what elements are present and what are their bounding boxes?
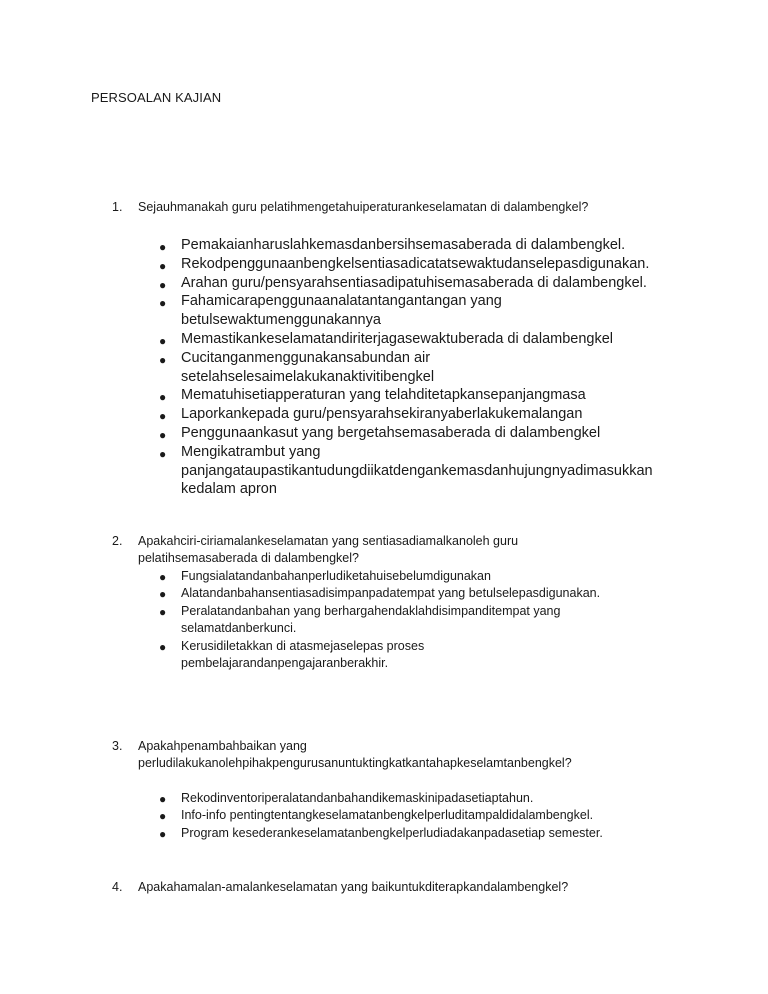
bullet-icon: ● [159,352,167,367]
list-item: ● Arahan guru/pensyarahsentiasadipatuhisemasaberada di dalambengkel. [181,274,701,293]
list-item: ● Penggunaankasut yang bergetahsemasaberada di dalambengkel [181,424,701,443]
question-4 [112,879,698,896]
question-text: Apakahciri-ciriamalankeselamatan yang sentiasadiamalkanoleh guru pelatihsemasaberada di dalambengkel? [138,534,519,565]
bullet-icon: ● [159,639,167,654]
question-1 [112,199,698,216]
question-text: Apakahamalan-amalankeselamatan yang baikuntukditerapkandalambengkel? [138,880,569,894]
question-2 [112,533,588,567]
question-3-answers [159,790,701,842]
page-title: PERSOALAN KAJIAN [91,90,222,105]
question-text: Apakahpenambahbaikan yang perludilakukanolehpihakpengurusanuntuktingkatkantahapkeselamtanbengkel? [138,739,572,770]
bullet-icon: ● [159,826,167,841]
bullet-icon: ● [159,258,167,273]
bullet-icon: ● [159,296,167,311]
list-item: ● Fungsialatandanbahanperludiketahuisebelumdigunakan [181,568,681,585]
list-item: ● Info-info pentingtentangkeselamatanbengkelperluditampaldidalambengkel. [181,807,701,824]
list-item: ● Rekodinventoriperalatandanbahandikemaskinipadasetiaptahun. [181,790,701,807]
list-item: ● Program kesederankeselamatanbengkelperludiadakanpadasetiap semester. [181,825,701,842]
question-number: 3. [112,739,123,753]
bullet-icon: ● [159,809,167,824]
question-number: 4. [112,880,123,894]
list-item: ● Alatandanbahansentiasadisimpanpadatempat yang betulselepasdigunakan. [181,585,681,602]
bullet-icon: ● [159,792,167,806]
bullet-icon: ● [159,427,167,442]
question-2-answers [159,568,681,672]
question-3 [112,738,658,772]
question-number: 2. [112,534,123,548]
bullet-icon: ● [159,587,167,602]
list-item: ● Fahamicarapenggunaanalatantangantangan yang betulsewaktumenggunakannya [159,293,502,329]
bullet-icon: ● [159,333,167,348]
list-item: ● Memastikankeselamatandiriterjagasewaktuberada di dalambengkel [181,330,701,349]
list-item: ● Kerusidiletakkan di atasmejaselepas proses pembelajarandanpengajaranberakhir. [159,638,425,671]
bullet-icon: ● [159,277,167,292]
bullet-icon: ● [159,570,167,584]
list-item: ● Laporkankepada guru/pensyarahsekiranyaberlakukemalangan [181,405,701,424]
list-item: ● Cucitanganmenggunakansabundan air setelahselesaimelakukanaktivitibengkel [159,349,435,385]
list-item: ● Peralatandanbahan yang berhargahendaklahdisimpanditempat yang selamatdanberkunci. [159,603,561,636]
bullet-icon: ● [159,604,167,619]
list-item: ● Mematuhisetiapperaturan yang telahditetapkansepanjangmasa [181,386,701,405]
bullet-icon: ● [159,409,167,424]
bullet-icon: ● [159,390,167,405]
question-text: Sejauhmanakah guru pelatihmengetahuiperaturankeselamatan di dalambengkel? [138,200,589,214]
question-1-answers [159,236,701,499]
list-item: ● Pemakaianharuslahkemasdanbersihsemasaberada di dalambengkel. [181,236,701,255]
question-number: 1. [112,200,123,214]
bullet-icon: ● [159,240,167,254]
list-item: ● Mengikatrambut yang panjangataupastikantudungdiikatdengankemasdanhujungnyadimasukkan kedalam apron [159,443,653,498]
bullet-icon: ● [159,446,167,461]
list-item: ● Rekodpenggunaanbengkelsentiasadicatatsewaktudanselepasdigunakan. [181,255,701,274]
